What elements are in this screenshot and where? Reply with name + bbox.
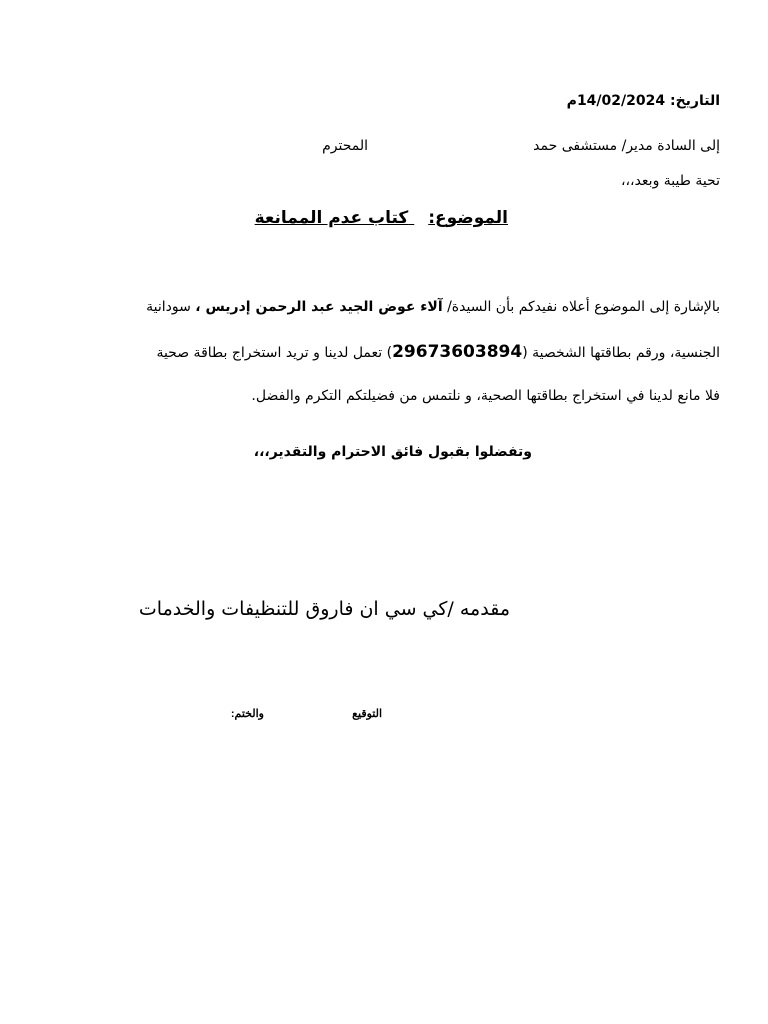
recipient-line: إلى السادة مدير/ مستشفى حمد: [533, 138, 720, 154]
subject-title: كتاب عدم الممانعة: [254, 208, 409, 228]
greeting-line: تحية طيبة وبعد،،،: [621, 173, 720, 189]
stamp-label: والختم:: [230, 708, 264, 720]
body-paragraph-line-1: [146, 298, 720, 316]
subject-label: الموضوع:: [428, 208, 508, 228]
nationality-text: سودانية: [146, 299, 196, 315]
id-number: 29673603894: [392, 342, 523, 362]
body-paragraph-line-2: [156, 343, 720, 362]
subject-line: [255, 207, 508, 229]
body-paragraph-line-3: فلا مانع لدينا في استخراج بطاقتها الصحية، و نلتمس من فضيلتكم التكرم والفضل.: [251, 388, 720, 404]
letter-date: التاريخ: 14/02/2024م: [566, 93, 720, 109]
body-text-intro: بالإشارة إلى الموضوع أعلاه نفيدكم بأن السيدة/: [442, 299, 720, 315]
signatory-line: مقدمه /كي سي ان فاروق للتنظيفات والخدمات: [138, 598, 510, 620]
recipient-honorific: المحترم: [322, 138, 368, 154]
signature-label: التوقيع: [352, 708, 382, 720]
closing-line: وتفضلوا بقبول فائق الاحترام والتقدير،،،: [253, 444, 532, 460]
employment-text: ) تعمل لدينا و تريد استخراج بطاقة صحية: [156, 345, 393, 361]
employee-name: آلاء عوض الجيد عبد الرحمن إدريس ،: [195, 299, 443, 315]
id-intro-text: الجنسية، ورقم بطاقتها الشخصية (: [522, 345, 720, 361]
